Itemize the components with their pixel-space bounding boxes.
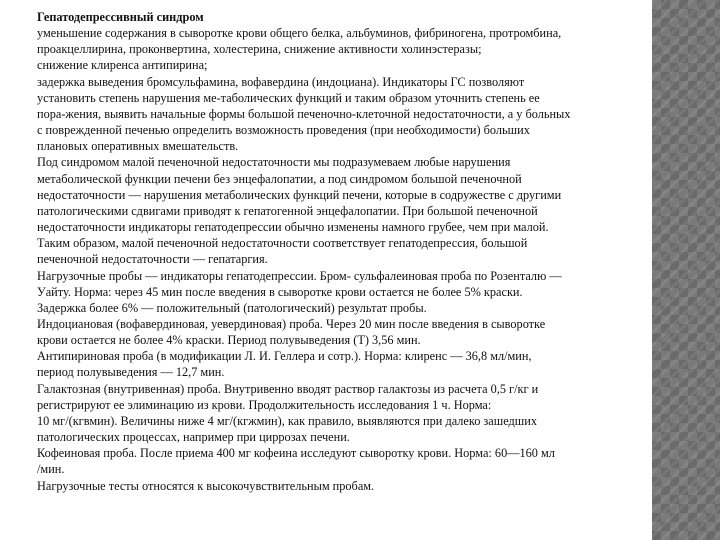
text-line: плановых оперативных вмешательств. <box>37 139 239 154</box>
text-line: с поврежденной печенью определить возможность проведения (при необходимости) больших <box>37 123 530 138</box>
text-line: проакцеллирина, проконвертина, холестерина, снижение активности холинэстеразы; <box>37 42 482 57</box>
text-line: Нагрузочные пробы — индикаторы гепатодепрессии. Бром- сульфалеиновая проба по Розенталю — <box>37 268 562 283</box>
text-line: пора-жения, выявить начальные формы большой печеночно-клеточной недостаточности, а у больных <box>37 106 571 121</box>
slide-text-block <box>37 9 649 494</box>
text-line: Кофеиновая проба. После приема 400 мг кофеина исследуют сыворотку крови. Норма: 60—160 мл <box>37 446 555 461</box>
text-line: Антипириновая проба (в модификации Л. И. Геллера и сотр.). Норма: клиренс — 36,8 мл/мин, <box>37 349 532 364</box>
text-line: регистрируют ее элиминацию из крови. Продолжительность исследования 1 ч. Норма: <box>37 397 492 412</box>
text-line: Под синдромом малой печеночной недостаточности мы подразумеваем любые нарушения <box>37 155 511 170</box>
text-line: Таким образом, малой печеночной недостаточности соответствует гепатодепрессия, большой <box>37 236 528 251</box>
decorative-pattern-overlay <box>652 0 720 540</box>
text-line: патологических процессах, например при циррозах печени. <box>37 430 350 445</box>
text-line: снижение клиренса антипирина; <box>37 58 208 73</box>
text-line: Задержка более 6% — положительный (патологический) результат пробы. <box>37 300 427 315</box>
text-line: установить степень нарушения ме-таболических функций и таким образом уточнить степень ее <box>37 90 540 105</box>
text-line: Индоциановая (вофавердиновая, уевердиновая) проба. Через 20 мин после введения в сыворотке <box>37 316 546 331</box>
text-line: недостаточности — нарушения метаболических функций печени, которые в содружестве с другими <box>37 187 562 202</box>
text-line: уменьшение содержания в сыворотке крови общего белка, альбуминов, фибриногена, протромбина, <box>37 26 562 41</box>
text-line: метаболической функции печени без энцефалопатии, а под синдромом большой печеночной <box>37 171 522 186</box>
text-line: /мин. <box>37 462 65 477</box>
slide-title: Гепатодепрессивный синдром <box>37 10 204 24</box>
slide-body <box>37 25 649 494</box>
text-line: период полувыведения — 12,7 мин. <box>37 365 225 380</box>
text-line: печеночной недостаточности — гепатаргия. <box>37 252 268 267</box>
text-line: 10 мг/(кгвмин). Величины ниже 4 мг/(кгжмин), как правило, выявляются при далеко зашедших <box>37 413 537 428</box>
text-line: крови остается не более 4% краски. Период полувыведения (Т) 3,56 мин. <box>37 333 421 348</box>
text-line: задержка выведения бромсульфамина, вофавердина (индоциана). Индикаторы ГС позволяют <box>37 74 525 89</box>
text-line: Уайту. Норма: через 45 мин после введения в сыворотке крови остается не более 5% краски. <box>37 284 523 299</box>
text-line: Нагрузочные тесты относятся к высокочувствительным пробам. <box>37 478 375 493</box>
text-line: патологическими сдвигами приводят к гепатогенной энцефалопатии. При большой печеночной <box>37 203 538 218</box>
text-line: Галактозная (внутривенная) проба. Внутривенно вводят раствор галактозы из расчета 0,5 г/кг и <box>37 381 539 396</box>
text-line: недостаточности индикаторы гепатодепрессии обычно изменены намного грубее, чем при малой. <box>37 220 549 235</box>
